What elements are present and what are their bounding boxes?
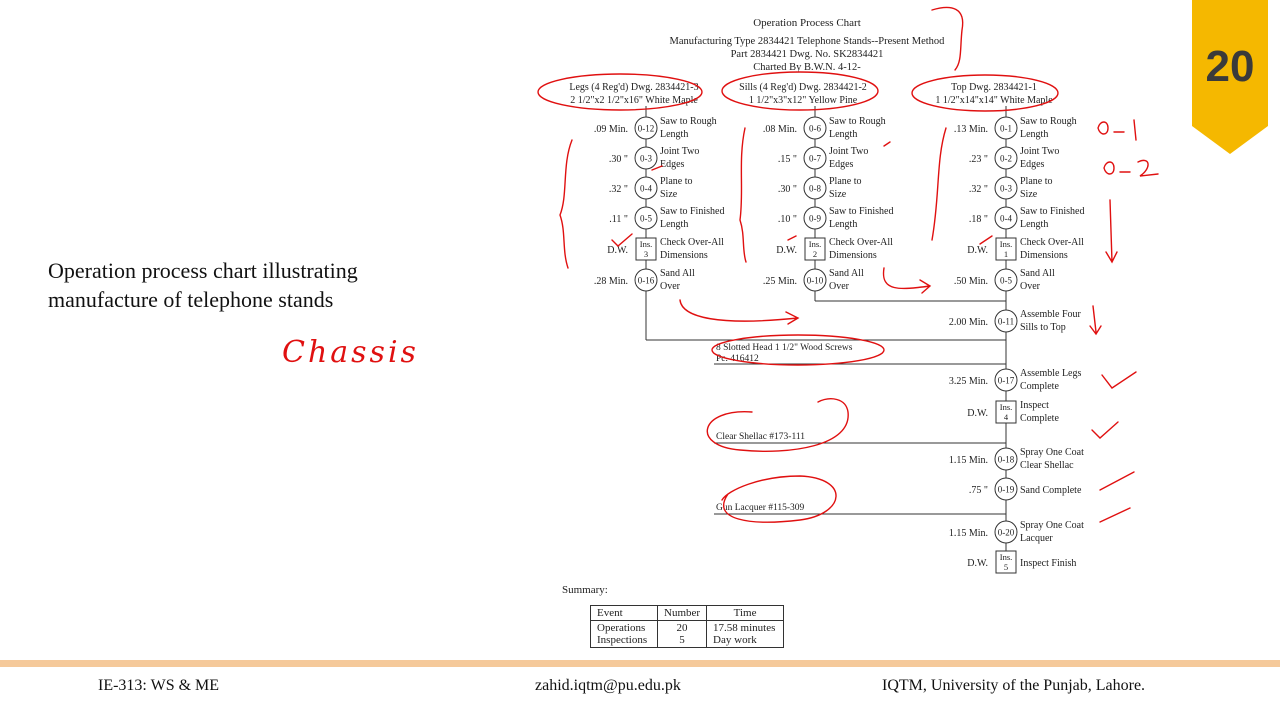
- column-material: 2 1/2"x2 1/2"x16" White Maple: [570, 95, 698, 106]
- column-3-step-desc: Saw to Finished: [1020, 206, 1085, 217]
- chart-header-line: Part 2834421 Dwg. No. SK2834421: [730, 49, 884, 60]
- footer-bar: [0, 660, 1280, 667]
- main-step-desc: Sills to Top: [1020, 322, 1066, 333]
- main-step-operation-label: 0-19: [997, 484, 1015, 495]
- column-2-step-desc: Joint Two: [829, 146, 869, 157]
- column-1-step-time: .32 ": [608, 184, 628, 195]
- column-material: 1 1/2"x14"x14" White Maple: [935, 95, 1053, 106]
- summary-header-row: [591, 606, 784, 621]
- material-feed-label: Clear Shellac #173-111: [716, 432, 805, 442]
- main-step-inspection-number: 4: [1003, 412, 1009, 422]
- column-2-step-inspection-label: Ins.: [808, 239, 822, 249]
- main-step-operation-label: 0-11: [997, 316, 1015, 327]
- column-1-step-operation-label: 0-12: [637, 123, 655, 134]
- column-1-step-operation-label: 0-16: [637, 275, 655, 286]
- column-1-step-desc: Joint Two: [660, 146, 700, 157]
- column-2-step-operation-label: 0-9: [809, 213, 821, 224]
- column-2-step-desc: Length: [829, 129, 858, 140]
- summary-event-2: Inspections: [597, 634, 648, 646]
- summary-row: [591, 621, 784, 648]
- column-3-step-desc: Saw to Rough: [1020, 116, 1077, 127]
- main-step-time: D.W.: [967, 408, 988, 419]
- column-3-step-inspection-number: 1: [1003, 249, 1009, 259]
- column-3-step-desc: Sand All: [1020, 268, 1055, 279]
- column-1-step-time: .30 ": [608, 154, 628, 165]
- column-1-step-time: .28 Min.: [593, 276, 628, 287]
- summary-number-1: 20: [676, 622, 688, 634]
- column-3-step-desc: Length: [1020, 219, 1049, 230]
- summary-header-event: Event: [591, 606, 658, 621]
- main-step-inspection-label: Ins.: [999, 402, 1013, 412]
- material-feed-label: 8 Slotted Head 1 1/2" Wood Screws: [716, 343, 853, 353]
- slide-title: Operation process chart illustrating manufacture of telephone stands: [48, 258, 358, 312]
- column-2-step-desc: Sand All: [829, 268, 864, 279]
- column-1-step-desc: Dimensions: [660, 250, 708, 261]
- column-1-step-desc: Length: [660, 219, 689, 230]
- column-3-step-desc: Edges: [1020, 159, 1045, 170]
- column-1-step-inspection-label: Ins.: [639, 239, 653, 249]
- summary-table: [590, 605, 784, 648]
- column-1-step-desc: Over: [660, 281, 680, 292]
- column-2-step-desc: Size: [829, 189, 847, 200]
- column-material: 1 1/2"x3"x12" Yellow Pine: [748, 95, 858, 106]
- main-step-desc: Sand Complete: [1020, 485, 1082, 496]
- column-2-step-operation-label: 0-10: [806, 275, 824, 286]
- chart-header-line: Manufacturing Type 2834421 Telephone Stands--Present Method: [669, 36, 945, 47]
- column-2-step-time: .10 ": [777, 214, 797, 225]
- column-3-step-desc: Size: [1020, 189, 1038, 200]
- column-2-step-operation-label: 0-6: [809, 123, 821, 134]
- column-2-step-time: .30 ": [777, 184, 797, 195]
- ink-note-chassis: Chassis: [282, 335, 419, 370]
- main-step-desc: Complete: [1020, 413, 1059, 424]
- column-2-step-desc: Check Over-All: [829, 237, 893, 248]
- chart-header-line: Charted By B.W.N. 4-12-: [753, 62, 861, 73]
- footer-email[interactable]: zahid.iqtm@pu.edu.pk: [535, 677, 681, 694]
- column-2-step-desc: Edges: [829, 159, 854, 170]
- column-2-step-time: .25 Min.: [762, 276, 797, 287]
- column-1-step-desc: Saw to Rough: [660, 116, 717, 127]
- column-1-step-desc: Sand All: [660, 268, 695, 279]
- column-2-step-desc: Dimensions: [829, 250, 877, 261]
- footer-institute: IQTM, University of the Punjab, Lahore.: [882, 677, 1146, 694]
- column-3-step-operation-label: 0-4: [1000, 213, 1012, 224]
- column-2-step-desc: Length: [829, 219, 858, 230]
- column-1-step-time: .09 Min.: [593, 124, 628, 135]
- summary-event-cell: [591, 621, 658, 648]
- main-step-desc: Inspect Finish: [1020, 558, 1077, 569]
- summary-header-number: Number: [658, 606, 707, 621]
- page-number: 20: [1205, 42, 1255, 91]
- column-2-step-inspection-number: 2: [812, 249, 818, 259]
- column-1-step-desc: Saw to Finished: [660, 206, 725, 217]
- column-3-step-time: .23 ": [968, 154, 988, 165]
- summary-number-2: 5: [679, 634, 685, 646]
- main-step-inspection-label: Ins.: [999, 552, 1013, 562]
- main-step-desc: Lacquer: [1020, 533, 1053, 544]
- column-2-step-time: .08 Min.: [762, 124, 797, 135]
- main-step-time: 1.15 Min.: [948, 528, 988, 539]
- summary-number-cell: [658, 621, 707, 648]
- main-step-operation-label: 0-18: [997, 454, 1015, 465]
- summary-header-time: Time: [707, 606, 784, 621]
- main-step-desc: Assemble Four: [1020, 309, 1081, 320]
- main-step-desc: Spray One Coat: [1020, 447, 1084, 458]
- column-3-step-desc: Joint Two: [1020, 146, 1060, 157]
- column-2-step-desc: Plane to: [829, 176, 862, 187]
- column-title: Legs (4 Reg'd) Dwg. 2834421-3: [569, 82, 699, 93]
- column-2-step-time: D.W.: [776, 245, 797, 256]
- summary-time-1: 17.58 minutes: [713, 622, 776, 634]
- summary-event-1: Operations: [597, 622, 646, 634]
- column-3-step-operation-label: 0-5: [1000, 275, 1012, 286]
- column-3-step-desc: Dimensions: [1020, 250, 1068, 261]
- column-3-step-time: .32 ": [968, 184, 988, 195]
- column-2-step-desc: Saw to Rough: [829, 116, 886, 127]
- main-step-time: 1.15 Min.: [948, 455, 988, 466]
- main-step-inspection-number: 5: [1003, 562, 1009, 572]
- column-2-step-time: .15 ": [777, 154, 797, 165]
- column-1-step-operation-label: 0-4: [640, 183, 652, 194]
- main-step-time: 3.25 Min.: [948, 376, 988, 387]
- column-3-step-operation-label: 0-2: [1000, 153, 1012, 164]
- column-1-step-time: .11 ": [609, 214, 628, 225]
- column-3-step-operation-label: 0-3: [1000, 183, 1012, 194]
- column-1-step-time: D.W.: [607, 245, 628, 256]
- chart-header-line: Operation Process Chart: [753, 17, 861, 29]
- main-step-desc: Inspect: [1020, 400, 1049, 411]
- column-2-step-operation-label: 0-8: [809, 183, 821, 194]
- column-2-step-desc: Over: [829, 281, 849, 292]
- column-1-step-desc: Size: [660, 189, 678, 200]
- main-step-operation-label: 0-20: [997, 527, 1015, 538]
- column-3-step-desc: Length: [1020, 129, 1049, 140]
- column-1-step-operation-label: 0-3: [640, 153, 652, 164]
- main-step-desc: Spray One Coat: [1020, 520, 1084, 531]
- main-step-time: 2.00 Min.: [948, 317, 988, 328]
- material-feed-label: Gun Lacquer #115-309: [716, 503, 805, 513]
- column-2-step-operation-label: 0-7: [809, 153, 821, 164]
- main-step-time: D.W.: [967, 558, 988, 569]
- footer-course: IE-313: WS & ME: [98, 677, 220, 694]
- column-3-step-operation-label: 0-1: [1000, 123, 1012, 134]
- column-3-step-desc: Over: [1020, 281, 1040, 292]
- column-3-step-time: .13 Min.: [953, 124, 988, 135]
- column-1-step-desc: Check Over-All: [660, 237, 724, 248]
- main-step-time: .75 ": [968, 485, 988, 496]
- main-step-desc: Assemble Legs: [1020, 368, 1082, 379]
- column-title: Sills (4 Reg'd) Dwg. 2834421-2: [739, 82, 867, 93]
- column-3-step-time: .18 ": [968, 214, 988, 225]
- material-feed-part: Pc. 416412: [716, 354, 759, 364]
- column-1-step-inspection-number: 3: [643, 249, 649, 259]
- column-3-step-time: .50 Min.: [953, 276, 988, 287]
- column-1-step-desc: Plane to: [660, 176, 693, 187]
- summary-time-cell: [707, 621, 784, 648]
- main-step-operation-label: 0-17: [997, 375, 1015, 386]
- column-title: Top Dwg. 2834421-1: [951, 82, 1037, 93]
- column-3-step-desc: Plane to: [1020, 176, 1053, 187]
- column-3-step-inspection-label: Ins.: [999, 239, 1013, 249]
- column-1-step-desc: Edges: [660, 159, 685, 170]
- column-3-step-time: D.W.: [967, 245, 988, 256]
- summary-label: Summary:: [562, 584, 608, 596]
- summary-time-2: Day work: [713, 634, 757, 646]
- column-2-step-desc: Saw to Finished: [829, 206, 894, 217]
- column-1-step-desc: Length: [660, 129, 689, 140]
- column-1-step-operation-label: 0-5: [640, 213, 652, 224]
- main-step-desc: Complete: [1020, 381, 1059, 392]
- main-step-desc: Clear Shellac: [1020, 460, 1074, 471]
- column-3-step-desc: Check Over-All: [1020, 237, 1084, 248]
